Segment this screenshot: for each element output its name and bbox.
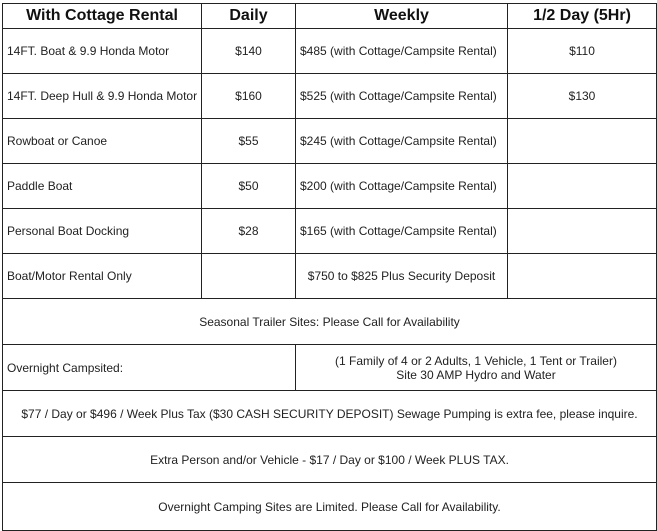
rental-rates-table [2, 3, 657, 531]
table-row [3, 29, 657, 74]
extra-person-note: Extra Person and/or Vehicle - $17 / Day or $100 / Week PLUS TAX. [3, 437, 657, 483]
table-row [3, 209, 657, 254]
half-day-cell [508, 254, 657, 299]
item-cell: Personal Boat Docking [3, 209, 202, 254]
table-row [3, 74, 657, 119]
limited-availability-note: Overnight Camping Sites are Limited. Please Call for Availability. [3, 483, 657, 531]
weekly-cell: $165 (with Cottage/Campsite Rental) [296, 209, 508, 254]
half-day-cell [508, 164, 657, 209]
overnight-details [296, 345, 657, 391]
header-half-day: 1/2 Day (5Hr) [508, 4, 657, 29]
daily-cell: $160 [202, 74, 296, 119]
weekly-cell: $485 (with Cottage/Campsite Rental) [296, 29, 508, 74]
daily-cell: $55 [202, 119, 296, 164]
header-row [3, 4, 657, 29]
weekly-cell: $750 to $825 Plus Security Deposit [296, 254, 508, 299]
seasonal-trailer-note: Seasonal Trailer Sites: Please Call for Availability [3, 299, 657, 345]
weekly-cell: $525 (with Cottage/Campsite Rental) [296, 74, 508, 119]
half-day-cell [508, 119, 657, 164]
overnight-label: Overnight Campsited: [3, 345, 296, 391]
table-row [3, 254, 657, 299]
header-with-cottage-rental: With Cottage Rental [3, 4, 202, 29]
limited-row [3, 483, 657, 531]
header-daily: Daily [202, 4, 296, 29]
overnight-details-line2: Site 30 AMP Hydro and Water [396, 367, 556, 382]
table-row [3, 164, 657, 209]
item-cell: 14FT. Deep Hull & 9.9 Honda Motor [3, 74, 202, 119]
half-day-cell [508, 209, 657, 254]
overnight-details-line1: (1 Family of 4 or 2 Adults, 1 Vehicle, 1 Tent or Trailer) [335, 353, 617, 368]
header-weekly: Weekly [296, 4, 508, 29]
item-cell: Boat/Motor Rental Only [3, 254, 202, 299]
half-day-cell: $130 [508, 74, 657, 119]
daily-cell [202, 254, 296, 299]
weekly-cell: $245 (with Cottage/Campsite Rental) [296, 119, 508, 164]
overnight-row [3, 345, 657, 391]
half-day-cell: $110 [508, 29, 657, 74]
weekly-cell: $200 (with Cottage/Campsite Rental) [296, 164, 508, 209]
daily-cell: $140 [202, 29, 296, 74]
item-cell: Paddle Boat [3, 164, 202, 209]
seasonal-row [3, 299, 657, 345]
extra-person-row [3, 437, 657, 483]
table-row [3, 119, 657, 164]
daily-cell: $50 [202, 164, 296, 209]
pricing-note: $77 / Day or $496 / Week Plus Tax ($30 CASH SECURITY DEPOSIT) Sewage Pumping is extra fee, please inquire. [3, 391, 657, 437]
item-cell: Rowboat or Canoe [3, 119, 202, 164]
pricing-row [3, 391, 657, 437]
item-cell: 14FT. Boat & 9.9 Honda Motor [3, 29, 202, 74]
daily-cell: $28 [202, 209, 296, 254]
